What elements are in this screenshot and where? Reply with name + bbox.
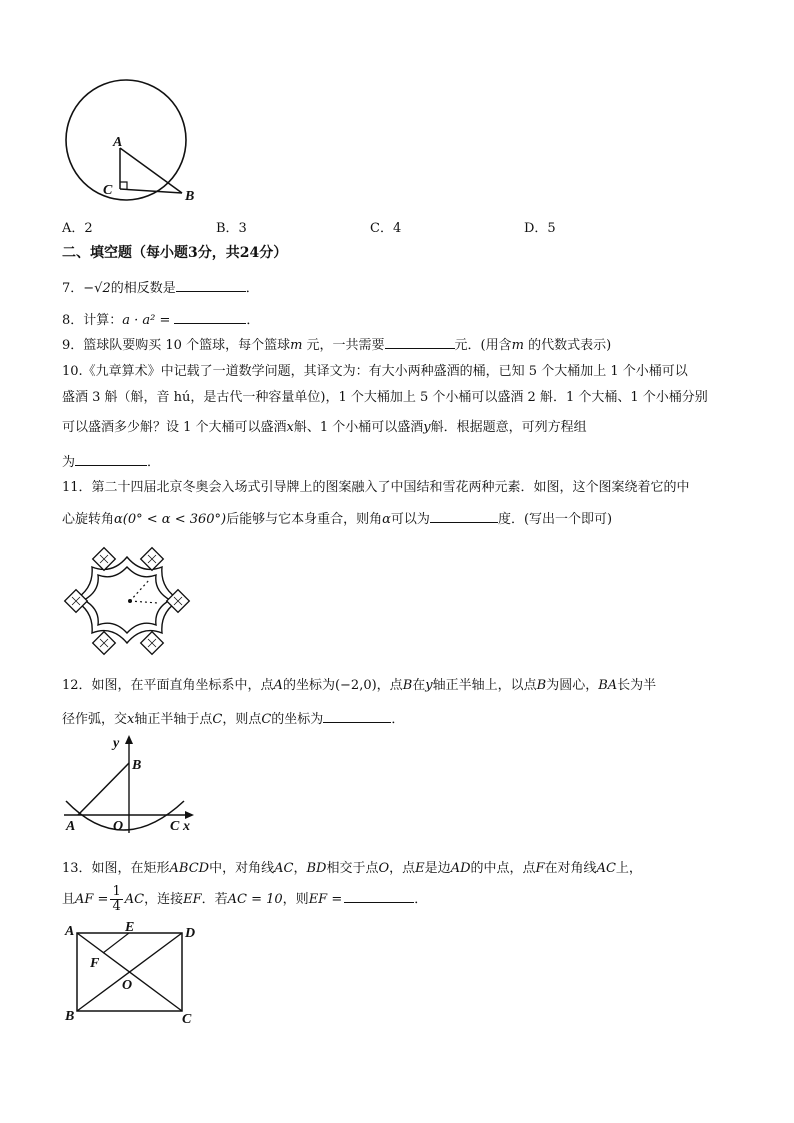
q6-right-angle-mark bbox=[120, 182, 127, 189]
q11-text-c: 可以为 bbox=[390, 512, 430, 527]
q13-point-f: F bbox=[535, 861, 545, 876]
q13-point-e: E bbox=[415, 861, 425, 876]
q11-text-b: 后能够与它本身重合，则角 bbox=[226, 512, 383, 527]
question-10-line-4 bbox=[62, 451, 160, 470]
q11-var-alpha: α bbox=[382, 512, 391, 527]
q7-end: ． bbox=[245, 281, 259, 296]
q12-coord: (−2,0) bbox=[334, 678, 377, 693]
q11-figure bbox=[62, 545, 192, 655]
question-12-line-1 bbox=[62, 674, 656, 693]
q13-text-m: ，则 bbox=[282, 892, 309, 907]
question-12-line-2 bbox=[62, 708, 404, 727]
q12-text-h: 径作弧，交 bbox=[62, 712, 128, 727]
q13-text-i: 上， bbox=[615, 861, 642, 876]
q11-dotted-ray-2 bbox=[130, 601, 158, 603]
q6-side-cb bbox=[120, 189, 182, 193]
q13-text-h: 在对角线 bbox=[544, 861, 597, 876]
q13-frac-den: 4 bbox=[112, 899, 121, 914]
q12-var-x: x bbox=[127, 712, 135, 727]
q13-label-e: E bbox=[125, 920, 135, 935]
q10-text-c: 斛．根据题意，可列方程组 bbox=[430, 420, 587, 435]
option-d: D．5 bbox=[524, 221, 556, 236]
q13-text-g: 的中点，点 bbox=[470, 861, 536, 876]
q13-label-a: A bbox=[65, 924, 75, 939]
q13-rect: ABCD bbox=[169, 861, 210, 876]
q8-expr: a · a² = bbox=[122, 313, 171, 328]
q13-text-j: 且 bbox=[62, 892, 76, 907]
q12-text-a: 12．如图，在平面直角坐标系中，点 bbox=[62, 678, 274, 693]
q12-answer-blank[interactable] bbox=[323, 709, 391, 723]
q13-text-l: ．若 bbox=[201, 892, 228, 907]
q6-label-b: B bbox=[185, 189, 195, 204]
q7-expr: −√2 bbox=[83, 281, 111, 296]
question-10-line-1: 10.《九章算术》中记载了一道数学问题，其译文为：有大小两种盛酒的桶，已知 5 个大桶加上 1 个小桶可以 bbox=[62, 364, 688, 379]
question-8 bbox=[62, 309, 259, 328]
q10-var-x: x bbox=[286, 420, 294, 435]
q7-answer-blank[interactable] bbox=[176, 278, 246, 292]
q13-af: AF = bbox=[75, 892, 109, 907]
q12-label-c: C bbox=[170, 819, 180, 834]
q12-text-k: 的坐标为 bbox=[271, 712, 324, 727]
q13-seg-ac: AC bbox=[274, 861, 294, 876]
q12-label-o: O bbox=[113, 819, 124, 834]
q12-segment-ab bbox=[78, 763, 129, 815]
q12-x-arrow bbox=[185, 811, 194, 819]
q6-label-a: A bbox=[113, 135, 123, 150]
q13-text-b: 中，对角线 bbox=[209, 861, 275, 876]
q13-text-d: 相交于点 bbox=[326, 861, 379, 876]
q9-var-m: m bbox=[290, 338, 303, 353]
q12-end: ． bbox=[391, 712, 405, 727]
q8-text: 8．计算： bbox=[62, 313, 123, 328]
q8-end: ． bbox=[246, 313, 260, 328]
q6-label-c: C bbox=[103, 183, 113, 198]
q9-answer-blank[interactable] bbox=[385, 335, 455, 349]
question-7 bbox=[62, 277, 259, 296]
q13-seg-ac2: AC bbox=[596, 861, 616, 876]
q9-text-end: 的代数式表示) bbox=[523, 338, 612, 353]
q12-text-e: 轴正半轴上，以点 bbox=[432, 678, 537, 693]
q13-label-f: F bbox=[90, 956, 100, 971]
q12-point-c: C bbox=[212, 712, 223, 727]
option-c: C．4 bbox=[370, 221, 402, 236]
q13-label-c: C bbox=[182, 1012, 192, 1027]
q12-label-y: y bbox=[113, 736, 120, 751]
q13-text-f: 是边 bbox=[424, 861, 451, 876]
q11-answer-blank[interactable] bbox=[430, 509, 498, 523]
q12-text-c: ，点 bbox=[376, 678, 403, 693]
q11-dotted-ray-1 bbox=[130, 579, 150, 601]
q13-label-o: O bbox=[122, 978, 133, 993]
q13-answer-blank[interactable] bbox=[344, 889, 414, 903]
q13-end: ． bbox=[414, 892, 428, 907]
q9-text: 9．篮球队要购买 10 个篮球，每个篮球 bbox=[62, 338, 291, 353]
option-a: A．2 bbox=[62, 221, 93, 236]
q10-text-d: 为 bbox=[62, 455, 76, 470]
q11-text-d: 度．(写出一个即可) bbox=[497, 512, 613, 527]
q12-point-c2: C bbox=[261, 712, 272, 727]
q13-label-b: B bbox=[65, 1009, 75, 1024]
q12-text-g: 长为半 bbox=[617, 678, 657, 693]
question-13-line-1 bbox=[62, 857, 642, 876]
q10-end: ． bbox=[147, 455, 161, 470]
q6-side-ab bbox=[120, 148, 182, 193]
q11-alpha-range: α(0° < α < 360°) bbox=[114, 512, 227, 527]
q12-label-b: B bbox=[132, 758, 142, 773]
q13-ef-eq: EF = bbox=[308, 892, 343, 907]
q13-fraction bbox=[110, 885, 122, 914]
q12-text-i: 轴正半轴于点 bbox=[134, 712, 213, 727]
q8-answer-blank[interactable] bbox=[174, 310, 246, 324]
q13-eq: AC = 10 bbox=[227, 892, 283, 907]
q13-frac-num: 1 bbox=[112, 884, 121, 899]
q13-text-c: ， bbox=[293, 861, 307, 876]
q12-figure bbox=[62, 735, 202, 835]
q12-y-arrow bbox=[125, 735, 133, 744]
q12-label-a: A bbox=[66, 819, 76, 834]
q13-text-a: 13．如图，在矩形 bbox=[62, 861, 170, 876]
q13-figure bbox=[62, 920, 202, 1028]
q13-text-e: ，点 bbox=[389, 861, 416, 876]
section-heading: 二、填空题（每小题3分，共24分） bbox=[62, 245, 288, 261]
q12-label-x: x bbox=[183, 819, 190, 834]
q13-seg-ef: EF bbox=[183, 892, 202, 907]
question-11-line-1: 11．第二十四届北京冬奥会入场式引导牌上的图案融入了中国结和雪花两种元素．如图，这个图案绕着它的中 bbox=[62, 480, 690, 495]
q11-text-a: 心旋转角 bbox=[62, 512, 115, 527]
q10-text-a: 可以盛酒多少斛？设 1 个大桶可以盛酒 bbox=[62, 420, 287, 435]
q10-text-b: 斛、1 个小桶可以盛酒 bbox=[293, 420, 424, 435]
q7-text: 的相反数是 bbox=[110, 281, 176, 296]
q9-text-mid: 元，一共需要 bbox=[302, 338, 385, 353]
question-11-line-2 bbox=[62, 508, 612, 527]
q12-var-y: y bbox=[425, 678, 433, 693]
q13-segment-ef bbox=[103, 933, 129, 953]
q13-seg-bd: BD bbox=[306, 861, 327, 876]
q13-point-o: O bbox=[378, 861, 390, 876]
q13-label-d: D bbox=[185, 926, 196, 941]
q13-seg-ac3: AC bbox=[124, 892, 145, 907]
q13-text-k: ，连接 bbox=[144, 892, 184, 907]
q9-text-post: 元．(用含 bbox=[454, 338, 512, 353]
question-9 bbox=[62, 334, 611, 353]
question-13-line-2 bbox=[62, 882, 427, 918]
q10-answer-blank[interactable] bbox=[75, 452, 147, 466]
q9-var-m2: m bbox=[511, 338, 524, 353]
q11-pattern-inner bbox=[84, 567, 170, 633]
q12-text-d: 在 bbox=[412, 678, 426, 693]
q7-number: 7． bbox=[62, 281, 84, 296]
q12-point-b: B bbox=[402, 678, 413, 693]
q12-point-a: A bbox=[273, 678, 283, 693]
q13-seg-ad: AD bbox=[450, 861, 471, 876]
q12-seg-ba: BA bbox=[598, 678, 618, 693]
option-b: B．3 bbox=[216, 221, 247, 236]
question-10-line-2: 盛酒 3 斛（斛，音 hú，是古代一种容量单位)，1 个大桶加上 5 个小桶可以盛酒 2 斛．1 个大桶、1 个小桶分别 bbox=[62, 390, 708, 405]
q12-text-f: 为圆心， bbox=[546, 678, 599, 693]
q12-text-b: 的坐标为 bbox=[282, 678, 335, 693]
q6-figure bbox=[60, 78, 200, 208]
q11-pattern-ring bbox=[74, 557, 180, 643]
q10-var-y: y bbox=[423, 420, 431, 435]
q12-text-j: ，则点 bbox=[222, 712, 262, 727]
question-10-line-3 bbox=[62, 416, 587, 435]
q12-point-b2: B bbox=[536, 678, 547, 693]
q11-center-point bbox=[128, 599, 132, 603]
